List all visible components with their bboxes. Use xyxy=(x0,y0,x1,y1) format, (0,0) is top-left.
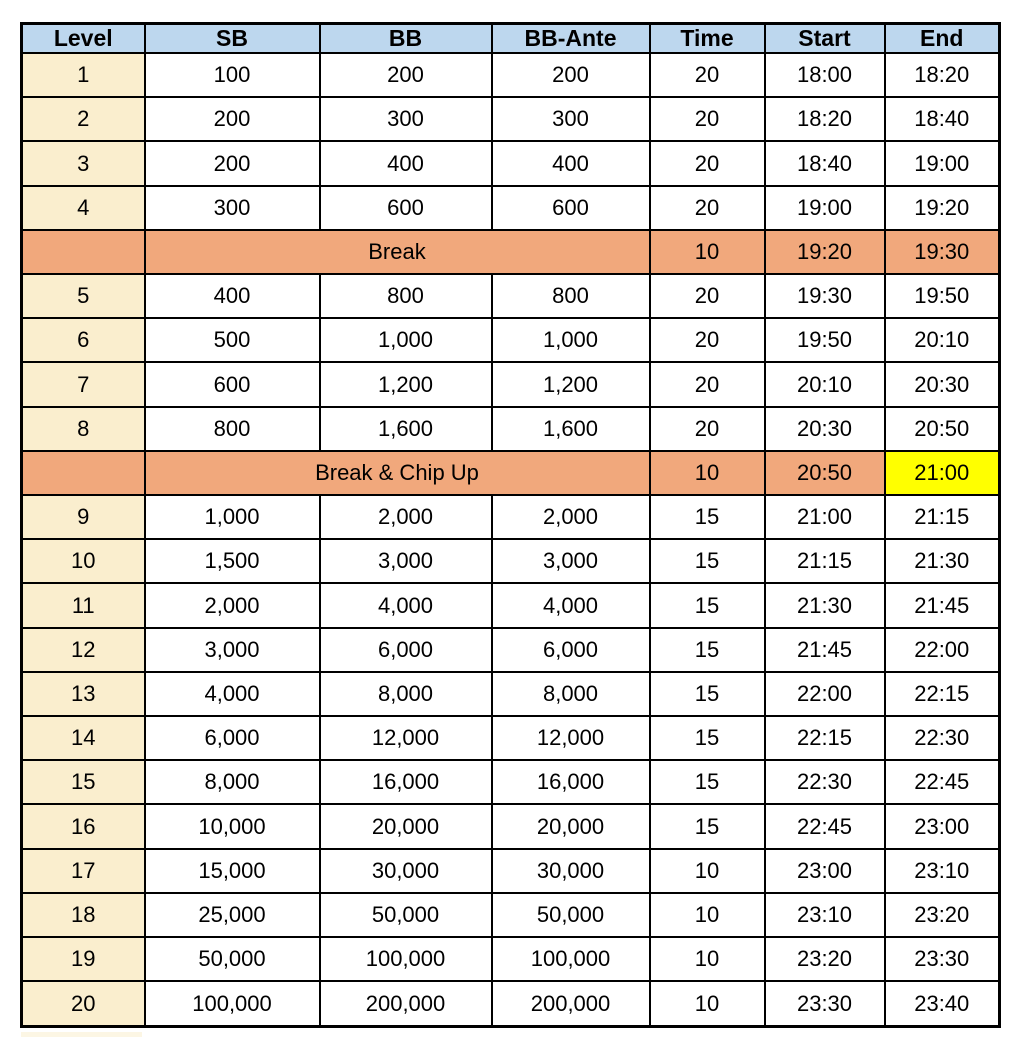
bb-ante-cell: 800 xyxy=(492,274,650,318)
bb-cell: 400 xyxy=(320,141,492,185)
bb-ante-cell: 1,200 xyxy=(492,362,650,406)
level-row-18 xyxy=(22,893,1000,937)
end-cell: 18:20 xyxy=(885,53,1000,97)
level-row-2 xyxy=(22,97,1000,141)
time-cell: 15 xyxy=(650,539,765,583)
start-cell: 22:45 xyxy=(765,804,885,848)
bb-ante-cell: 16,000 xyxy=(492,760,650,804)
level-cell: 14 xyxy=(22,716,145,760)
end-cell: 20:10 xyxy=(885,318,1000,362)
time-cell: 20 xyxy=(650,274,765,318)
break-level-cell xyxy=(22,451,145,495)
level-cell: 2 xyxy=(22,97,145,141)
bb-cell: 600 xyxy=(320,186,492,230)
bb-cell: 3,000 xyxy=(320,539,492,583)
bb-cell: 12,000 xyxy=(320,716,492,760)
sb-cell: 2,000 xyxy=(145,583,320,627)
level-cell: 18 xyxy=(22,893,145,937)
bb-cell: 6,000 xyxy=(320,628,492,672)
sb-cell: 200 xyxy=(145,97,320,141)
sb-cell: 200 xyxy=(145,141,320,185)
start-cell: 18:20 xyxy=(765,97,885,141)
time-cell: 10 xyxy=(650,937,765,981)
level-cell: 13 xyxy=(22,672,145,716)
bb-ante-cell: 12,000 xyxy=(492,716,650,760)
level-cell: 1 xyxy=(22,53,145,97)
start-cell: 23:30 xyxy=(765,981,885,1026)
break-row xyxy=(22,451,1000,495)
sb-cell: 6,000 xyxy=(145,716,320,760)
time-cell: 15 xyxy=(650,583,765,627)
level-cell: 6 xyxy=(22,318,145,362)
bb-cell: 300 xyxy=(320,97,492,141)
header-cell-level: Level xyxy=(22,24,145,54)
bb-cell: 20,000 xyxy=(320,804,492,848)
level-row-14 xyxy=(22,716,1000,760)
time-cell: 15 xyxy=(650,495,765,539)
level-row-11 xyxy=(22,583,1000,627)
bb-cell: 1,600 xyxy=(320,407,492,451)
bb-ante-cell: 20,000 xyxy=(492,804,650,848)
sb-cell: 1,500 xyxy=(145,539,320,583)
bb-ante-cell: 8,000 xyxy=(492,672,650,716)
end-cell: 22:15 xyxy=(885,672,1000,716)
level-cell: 17 xyxy=(22,849,145,893)
start-cell: 22:15 xyxy=(765,716,885,760)
time-cell: 10 xyxy=(650,893,765,937)
start-cell: 20:30 xyxy=(765,407,885,451)
end-cell: 21:30 xyxy=(885,539,1000,583)
sb-cell: 25,000 xyxy=(145,893,320,937)
bb-cell: 50,000 xyxy=(320,893,492,937)
time-cell: 20 xyxy=(650,362,765,406)
bb-cell: 1,200 xyxy=(320,362,492,406)
blind-structure-table xyxy=(20,22,1001,1028)
time-cell: 20 xyxy=(650,186,765,230)
bb-ante-cell: 1,000 xyxy=(492,318,650,362)
break-start-cell: 20:50 xyxy=(765,451,885,495)
bb-cell: 8,000 xyxy=(320,672,492,716)
level-cell: 5 xyxy=(22,274,145,318)
time-cell: 15 xyxy=(650,804,765,848)
bb-ante-cell: 600 xyxy=(492,186,650,230)
break-label-cell: Break xyxy=(145,230,650,274)
header-row xyxy=(22,24,1000,54)
level-cell: 9 xyxy=(22,495,145,539)
level-row-8 xyxy=(22,407,1000,451)
level-cell: 11 xyxy=(22,583,145,627)
header-cell-time: Time xyxy=(650,24,765,54)
level-row-6 xyxy=(22,318,1000,362)
level-cell: 10 xyxy=(22,539,145,583)
time-cell: 20 xyxy=(650,318,765,362)
sb-cell: 3,000 xyxy=(145,628,320,672)
bb-cell: 1,000 xyxy=(320,318,492,362)
sb-cell: 15,000 xyxy=(145,849,320,893)
end-cell: 19:50 xyxy=(885,274,1000,318)
start-cell: 18:40 xyxy=(765,141,885,185)
end-cell: 19:00 xyxy=(885,141,1000,185)
level-cell: 8 xyxy=(22,407,145,451)
sb-cell: 100,000 xyxy=(145,981,320,1026)
start-cell: 21:45 xyxy=(765,628,885,672)
level-row-1 xyxy=(22,53,1000,97)
break-start-cell: 19:20 xyxy=(765,230,885,274)
sb-cell: 10,000 xyxy=(145,804,320,848)
end-cell: 18:40 xyxy=(885,97,1000,141)
level-cell: 20 xyxy=(22,981,145,1026)
level-row-10 xyxy=(22,539,1000,583)
end-cell: 22:00 xyxy=(885,628,1000,672)
level-row-4 xyxy=(22,186,1000,230)
sb-cell: 600 xyxy=(145,362,320,406)
time-cell: 20 xyxy=(650,141,765,185)
break-time-cell: 10 xyxy=(650,230,765,274)
end-cell: 22:45 xyxy=(885,760,1000,804)
end-cell: 23:10 xyxy=(885,849,1000,893)
break-time-cell: 10 xyxy=(650,451,765,495)
break-end-cell: 21:00 xyxy=(885,451,1000,495)
bb-cell: 2,000 xyxy=(320,495,492,539)
time-cell: 15 xyxy=(650,628,765,672)
level-cell: 3 xyxy=(22,141,145,185)
level-row-15 xyxy=(22,760,1000,804)
level-row-19 xyxy=(22,937,1000,981)
start-cell: 21:00 xyxy=(765,495,885,539)
level-row-5 xyxy=(22,274,1000,318)
header-cell-sb: SB xyxy=(145,24,320,54)
end-cell: 20:30 xyxy=(885,362,1000,406)
start-cell: 23:10 xyxy=(765,893,885,937)
sb-cell: 300 xyxy=(145,186,320,230)
time-cell: 15 xyxy=(650,716,765,760)
start-cell: 22:00 xyxy=(765,672,885,716)
start-cell: 19:00 xyxy=(765,186,885,230)
start-cell: 18:00 xyxy=(765,53,885,97)
sb-cell: 500 xyxy=(145,318,320,362)
bb-ante-cell: 1,600 xyxy=(492,407,650,451)
table-body xyxy=(22,53,1000,1027)
bb-ante-cell: 2,000 xyxy=(492,495,650,539)
bb-cell: 4,000 xyxy=(320,583,492,627)
break-label-cell: Break & Chip Up xyxy=(145,451,650,495)
start-cell: 19:30 xyxy=(765,274,885,318)
end-cell: 22:30 xyxy=(885,716,1000,760)
end-cell: 23:00 xyxy=(885,804,1000,848)
partial-next-row-sliver xyxy=(21,1032,142,1037)
level-cell: 19 xyxy=(22,937,145,981)
end-cell: 23:30 xyxy=(885,937,1000,981)
start-cell: 22:30 xyxy=(765,760,885,804)
sb-cell: 400 xyxy=(145,274,320,318)
time-cell: 15 xyxy=(650,760,765,804)
bb-cell: 16,000 xyxy=(320,760,492,804)
sb-cell: 1,000 xyxy=(145,495,320,539)
end-cell: 20:50 xyxy=(885,407,1000,451)
start-cell: 20:10 xyxy=(765,362,885,406)
time-cell: 20 xyxy=(650,407,765,451)
time-cell: 10 xyxy=(650,849,765,893)
bb-ante-cell: 200 xyxy=(492,53,650,97)
end-cell: 23:40 xyxy=(885,981,1000,1026)
header-cell-bb: BB xyxy=(320,24,492,54)
sb-cell: 800 xyxy=(145,407,320,451)
bb-ante-cell: 100,000 xyxy=(492,937,650,981)
header-cell-start: Start xyxy=(765,24,885,54)
time-cell: 10 xyxy=(650,981,765,1026)
break-level-cell xyxy=(22,230,145,274)
time-cell: 20 xyxy=(650,53,765,97)
start-cell: 21:30 xyxy=(765,583,885,627)
bb-ante-cell: 3,000 xyxy=(492,539,650,583)
level-row-16 xyxy=(22,804,1000,848)
level-row-7 xyxy=(22,362,1000,406)
bb-cell: 30,000 xyxy=(320,849,492,893)
level-row-20 xyxy=(22,981,1000,1026)
bb-ante-cell: 400 xyxy=(492,141,650,185)
time-cell: 15 xyxy=(650,672,765,716)
end-cell: 21:15 xyxy=(885,495,1000,539)
bb-ante-cell: 6,000 xyxy=(492,628,650,672)
level-cell: 7 xyxy=(22,362,145,406)
level-row-12 xyxy=(22,628,1000,672)
level-row-9 xyxy=(22,495,1000,539)
end-cell: 23:20 xyxy=(885,893,1000,937)
level-row-13 xyxy=(22,672,1000,716)
break-end-cell: 19:30 xyxy=(885,230,1000,274)
start-cell: 19:50 xyxy=(765,318,885,362)
bb-cell: 800 xyxy=(320,274,492,318)
break-row xyxy=(22,230,1000,274)
bb-ante-cell: 200,000 xyxy=(492,981,650,1026)
sb-cell: 100 xyxy=(145,53,320,97)
sb-cell: 4,000 xyxy=(145,672,320,716)
start-cell: 21:15 xyxy=(765,539,885,583)
level-cell: 4 xyxy=(22,186,145,230)
sb-cell: 50,000 xyxy=(145,937,320,981)
bb-ante-cell: 4,000 xyxy=(492,583,650,627)
end-cell: 19:20 xyxy=(885,186,1000,230)
end-cell: 21:45 xyxy=(885,583,1000,627)
bb-ante-cell: 30,000 xyxy=(492,849,650,893)
level-cell: 12 xyxy=(22,628,145,672)
bb-ante-cell: 300 xyxy=(492,97,650,141)
time-cell: 20 xyxy=(650,97,765,141)
level-cell: 15 xyxy=(22,760,145,804)
level-row-17 xyxy=(22,849,1000,893)
bb-cell: 100,000 xyxy=(320,937,492,981)
level-row-3 xyxy=(22,141,1000,185)
bb-cell: 200 xyxy=(320,53,492,97)
bb-ante-cell: 50,000 xyxy=(492,893,650,937)
header-cell-end: End xyxy=(885,24,1000,54)
sb-cell: 8,000 xyxy=(145,760,320,804)
header-cell-bb-ante: BB-Ante xyxy=(492,24,650,54)
start-cell: 23:00 xyxy=(765,849,885,893)
start-cell: 23:20 xyxy=(765,937,885,981)
level-cell: 16 xyxy=(22,804,145,848)
bb-cell: 200,000 xyxy=(320,981,492,1026)
